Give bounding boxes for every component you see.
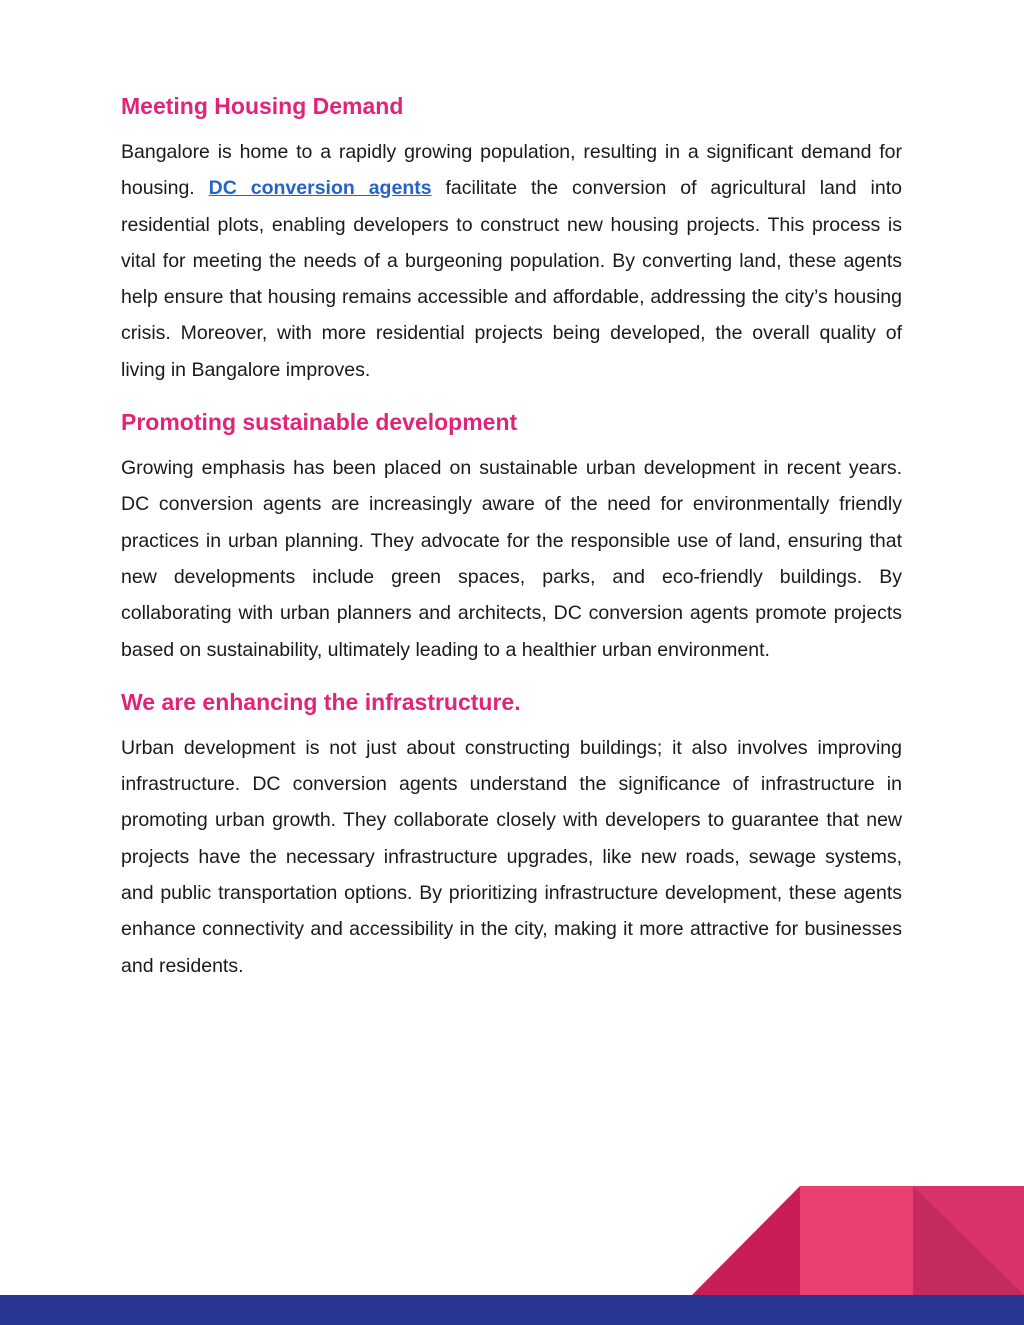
dc-conversion-agents-link[interactable]: DC conversion agents (208, 177, 432, 200)
decor-dark-triangle (692, 1186, 800, 1295)
footer-bar (0, 1295, 1024, 1325)
section-heading: We are enhancing the infrastructure. (121, 688, 521, 715)
section-housing-demand (121, 86, 902, 388)
section-sustainable-development (121, 402, 902, 668)
section-heading: Meeting Housing Demand (121, 93, 404, 119)
paragraph-text: Bangalore is home to a rapidly growing population, resulting in a significant demand for housing. (121, 141, 902, 200)
section-heading: Promoting sustainable development (121, 409, 518, 436)
document-content (121, 86, 902, 984)
paragraph-text: facilitate the conversion of agricultural land into residential plots, enabling developers to construct new housing projects. This process is vital for meeting the needs of a burgeoning population. By converting land, these agents help ensure that housing remains accessible and affordable, addressing the city’s housing crisis. Moreover, with more residential projects being developed, the overall quality of living in Bangalore improves. (121, 177, 902, 381)
section-paragraph: Urban development is not just about constructing buildings; it also involves improving infrastructure. DC conversion agents understand the significance of infrastructure in promoting urban growth. They collaborate closely with developers to guarantee that new projects have the necessary infrastructure upgrades, like new roads, sewage systems, and public transportation options. By prioritizing infrastructure development, these agents enhance connectivity and accessibility in the city, making it more attractive for businesses and residents. (121, 736, 902, 977)
decor-mid-block (800, 1186, 913, 1295)
section-paragraph: Growing emphasis has been placed on sustainable urban development in recent years. DC conversion agents are increasingly aware of the need for environmentally friendly practices in urban planning. They advocate for the responsible use of land, ensuring that new developments include green spaces, parks, and eco-friendly buildings. By collaborating with urban planners and architects, DC conversion agents promote projects based on sustainability, ultimately leading to a healthier urban environment. (121, 457, 902, 661)
section-infrastructure (121, 682, 902, 984)
section-paragraph (121, 134, 902, 388)
decor-shadow-triangle (913, 1186, 1024, 1295)
decor-light-block (913, 1186, 1024, 1295)
